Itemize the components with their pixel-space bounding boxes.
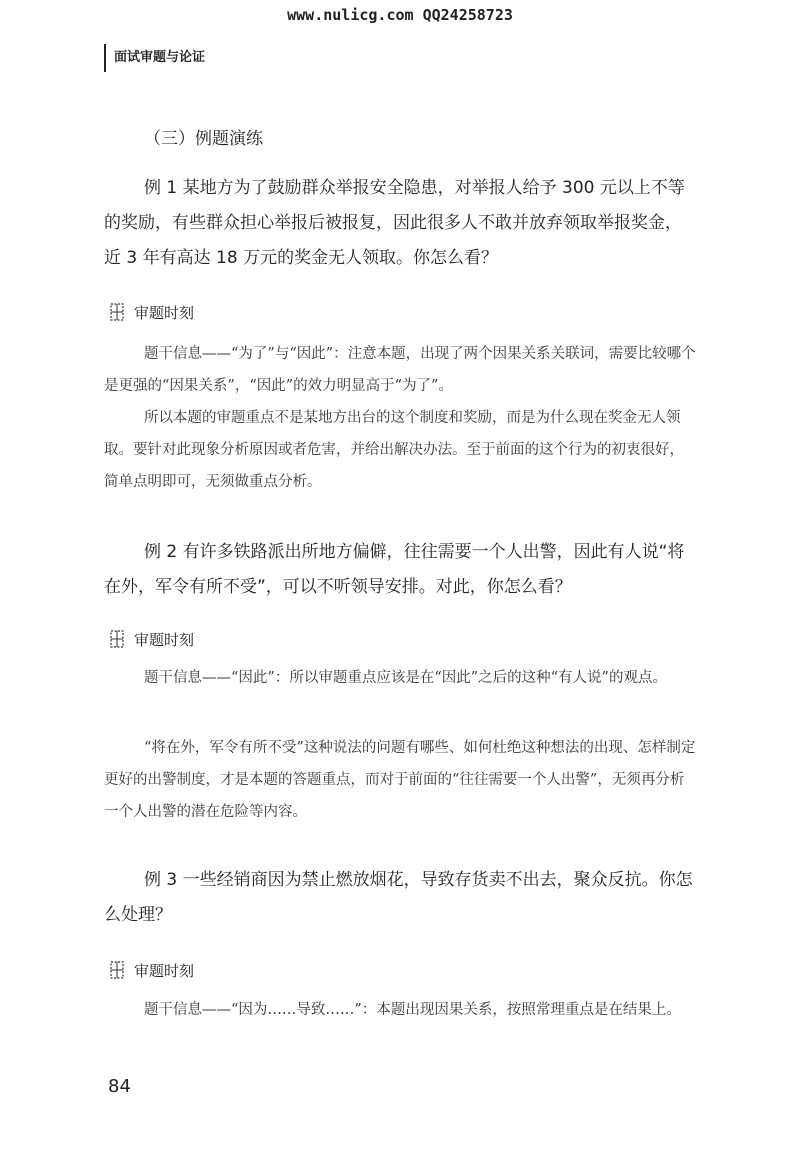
review-mark-icon (110, 961, 124, 979)
example-2-analysis-2: “将在外，军令有所不受”这种说法的问题有哪些、如何杜绝这种想法的出现、怎样制定更好的出警制度，才是本题的答题重点，而对于前面的“往往需要一个人出警”，无须再分析一个人出警的潜在危险等内容。 (104, 740, 696, 820)
review-mark-icon (110, 303, 124, 321)
example-1-analysis-2: 所以本题的审题重点不是某地方出台的这个制度和奖励，而是为什么现在奖金无人领取。要针对此现象分析原因或者危害，并给出解决办法。至于前面的这个行为的初衷很好，简单点明即可，无须做重点分析。 (104, 410, 684, 490)
example-1-analysis-1: 题干信息——“为了”与“因此”：注意本题，出现了两个因果关系关联词，需要比较哪个是更强的“因果关系”，“因此”的效力明显高于“为了”。 (104, 346, 696, 394)
review-heading-1 (110, 301, 194, 323)
example-2-analysis-1: 题干信息——“因此”：所以审题重点应该是在“因此”之后的这种“有人说”的观点。 (144, 670, 667, 686)
example-2-question: 例 2 有许多铁路派出所地方偏僻，往往需要一个人出警，因此有人说“将在外，军令有所不受”，可以不听领导安排。对此，你怎么看？ (104, 542, 685, 597)
review-mark-icon (110, 630, 124, 648)
page-number: 84 (108, 1076, 131, 1097)
section-title: （三）例题演练 (144, 129, 263, 149)
review-label: 审题时刻 (134, 961, 195, 980)
running-head: 面试审题与论证 (104, 44, 205, 72)
review-label: 审题时刻 (134, 630, 195, 649)
review-label: 审题时刻 (134, 303, 195, 322)
example-3-question: 例 3 一些经销商因为禁止燃放烟花，导致存货卖不出去，聚众反抗。你怎么处理？ (104, 870, 693, 925)
watermark: www.nulicg.com QQ24258723 (287, 6, 513, 24)
review-heading-2 (110, 628, 194, 650)
review-heading-3 (110, 959, 194, 981)
example-3-analysis-1: 题干信息——“因为……导致……”：本题出现因果关系，按照常理重点是在结果上。 (144, 1002, 681, 1018)
example-1-question: 例 1 某地方为了鼓励群众举报安全隐患，对举报人给予 300 元以上不等的奖励，有些群众担心举报后被报复，因此很多人不敢并放弃领取举报奖金，近 3 年有高达 18 万元的奖金无人领取。你怎么看？ (104, 178, 685, 268)
